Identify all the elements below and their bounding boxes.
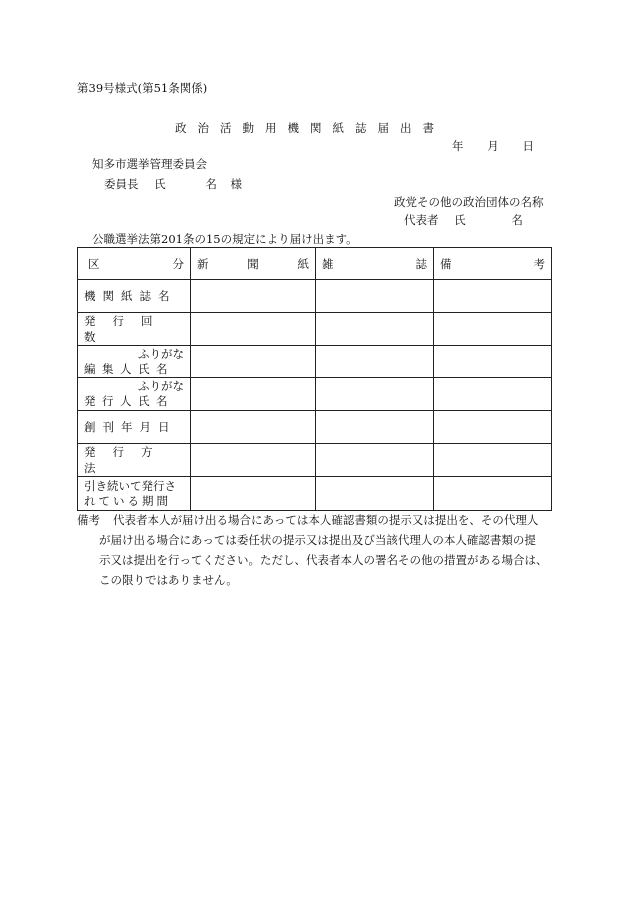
newspaper-cell[interactable] bbox=[191, 378, 316, 411]
remarks-cell[interactable] bbox=[434, 444, 552, 477]
remarks-line: が届け出る場合にあっては委任状の提示又は提出及び当該代理人の本人確認書類の提 bbox=[99, 533, 536, 547]
table-row bbox=[78, 444, 552, 477]
header-magazine: 雑 誌 bbox=[316, 248, 434, 280]
remarks-cell[interactable] bbox=[434, 477, 552, 511]
row-label: 発行回数 bbox=[78, 313, 191, 346]
intro-text: 公職選挙法第201条の15の規定により届け出ます。 bbox=[92, 232, 358, 246]
representative-line: 代表者 氏 名 bbox=[404, 213, 523, 227]
document-title: 政治活動用機関紙誌届出書 bbox=[175, 121, 445, 135]
magazine-cell[interactable] bbox=[316, 280, 434, 313]
addressee: 知多市選挙管理委員会 bbox=[92, 157, 207, 171]
remarks-cell[interactable] bbox=[434, 346, 552, 378]
magazine-cell[interactable] bbox=[316, 477, 434, 511]
header-newspaper: 新 聞 紙 bbox=[191, 248, 316, 280]
table-row bbox=[78, 411, 552, 444]
newspaper-cell[interactable] bbox=[191, 477, 316, 511]
magazine-cell[interactable] bbox=[316, 411, 434, 444]
registration-table bbox=[77, 247, 552, 511]
remarks-cell[interactable] bbox=[434, 378, 552, 411]
table-header-row bbox=[78, 248, 552, 280]
row-label: ふりがな 編集人氏名 bbox=[78, 346, 191, 378]
magazine-cell[interactable] bbox=[316, 346, 434, 378]
form-number: 第39号様式(第51条関係) bbox=[77, 81, 208, 95]
row-label: 機関紙誌名 bbox=[78, 280, 191, 313]
date-line: 年 月 日 bbox=[452, 139, 534, 153]
table-row bbox=[78, 477, 552, 511]
magazine-cell[interactable] bbox=[316, 313, 434, 346]
table-row bbox=[78, 378, 552, 411]
remarks-cell[interactable] bbox=[434, 313, 552, 346]
table-row bbox=[78, 346, 552, 378]
remarks-line: 示又は提出を行ってください。ただし、代表者本人の署名その他の措置がある場合は、 bbox=[99, 553, 548, 567]
org-name-label: 政党その他の政治団体の名称 bbox=[394, 195, 544, 209]
chair-line: 委員長 氏 名 様 bbox=[104, 177, 242, 191]
newspaper-cell[interactable] bbox=[191, 444, 316, 477]
remarks-cell[interactable] bbox=[434, 411, 552, 444]
remarks-cell[interactable] bbox=[434, 280, 552, 313]
remarks-label: 備考 bbox=[77, 513, 100, 527]
row-label: 創刊年月日 bbox=[78, 411, 191, 444]
newspaper-cell[interactable] bbox=[191, 313, 316, 346]
newspaper-cell[interactable] bbox=[191, 346, 316, 378]
remarks-note bbox=[77, 510, 552, 590]
table-row bbox=[78, 313, 552, 346]
header-remarks: 備 考 bbox=[434, 248, 552, 280]
row-label: 引き続いて発行さ れている期間 bbox=[78, 477, 191, 511]
row-label: 発行方法 bbox=[78, 444, 191, 477]
magazine-cell[interactable] bbox=[316, 378, 434, 411]
magazine-cell[interactable] bbox=[316, 444, 434, 477]
remarks-line: この限りではありません。 bbox=[99, 573, 238, 587]
row-label: ふりがな 発行人氏名 bbox=[78, 378, 191, 411]
newspaper-cell[interactable] bbox=[191, 411, 316, 444]
remarks-line: 代表者本人が届け出る場合にあっては本人確認書類の提示又は提出を、その代理人 bbox=[113, 513, 539, 527]
table-row bbox=[78, 280, 552, 313]
header-category: 区 分 bbox=[78, 248, 191, 280]
newspaper-cell[interactable] bbox=[191, 280, 316, 313]
